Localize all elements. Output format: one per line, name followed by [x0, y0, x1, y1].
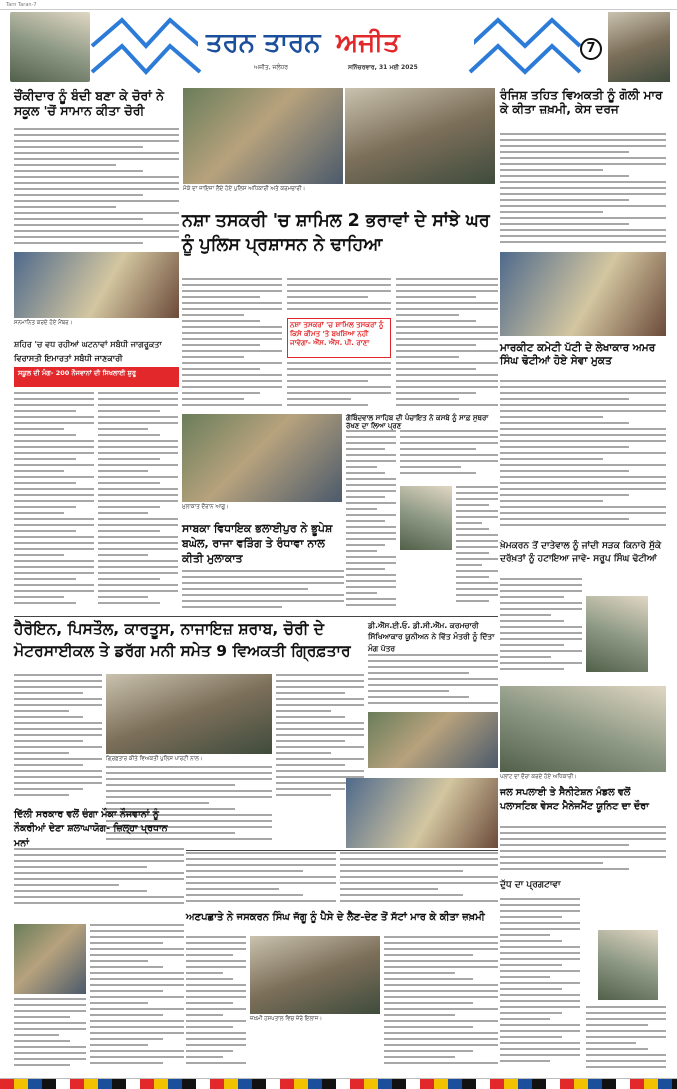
story-assault-body-1: [186, 852, 336, 908]
story-bottom-left-body-2: [14, 998, 86, 1074]
photo-police-officers: [183, 88, 343, 184]
pattern-icon-right: [470, 16, 580, 76]
story-drug-body-3: [287, 362, 391, 410]
divider-line-2: [186, 850, 498, 851]
story-bottom-left-body: [90, 924, 184, 1074]
photo-injured-man: [250, 936, 380, 1014]
masthead-temple-photo: [10, 12, 90, 82]
headline-milk: ਦੁੱਧ ਦਾ ਪ੍ਰਗਟਾਵਾ: [500, 880, 561, 890]
photo-retirement-group: [500, 252, 666, 336]
story-milk-body-2: [586, 1006, 666, 1074]
photo-group-event: [346, 778, 498, 848]
masthead-title-left: ਤਰਨ ਤਾਰਨ: [206, 28, 321, 58]
divider-line: [14, 616, 498, 617]
headline-gobindwal: ਗੋਬਿੰਦਵਾਲ ਸਾਹਿਬ ਦੀ ਪੰਚਾਇਤ ਨੇ ਕਸਬੇ ਨੂੰ ਸਾਫ਼ ਸੁਥਰਾ ਰੱਖਣ ਦਾ ਲਿਆ ਪ੍ਰਣ: [346, 414, 489, 431]
story-gobindwal-body-2: [400, 430, 498, 482]
headline-school-theft: ਚੌਂਕੀਦਾਰ ਨੂੰ ਬੰਦੀ ਬਣਾ ਕੇ ਚੋਰਾਂ ਨੇ ਸਕੂਲ 'ਚੋਂ ਸਾਮਾਨ ਕੀਤਾ ਚੋਰੀ: [14, 88, 164, 118]
photo-portrait-man: [400, 486, 452, 550]
caption-police-photo: ਮੌਕੇ ਦਾ ਜਾਇਜ਼ਾ ਲੈਂਦੇ ਹੋਏ ਪੁਲਿਸ ਅਧਿਕਾਰੀ ਅਤੇ ਕਰਮਚਾਰੀ।: [183, 186, 306, 192]
story-assault-body-4: [384, 936, 498, 1076]
masthead-building-photo: [608, 12, 670, 82]
photo-demolished-house: [345, 88, 495, 184]
headline-plastic-waste: ਜਲ ਸਪਲਾਈ ਤੇ ਸੈਨੀਟੇਸ਼ਨ ਮੰਡਲ ਵਲੋਂ ਪਲਾਸਟਿਕ ਵੇਸਟ ਮੈਨੇਜਮੈਂਟ ਯੂਨਿਟ ਦਾ ਦੌਰਾ: [500, 787, 649, 813]
story-drug-body-1: [182, 278, 282, 410]
story-left-col-body-2: [98, 392, 178, 612]
headline-jaskaran-assault: ਅਣਪਛਾਤੇ ਨੇ ਜਸਕਰਨ ਸਿੰਘ ਜੱਗੂ ਨੂੰ ਪੈਸੇ ਦੇ ਲੈਣ-ਦੇਣ ਤੋਂ ਸੱਟਾਂ ਮਾਰ ਕੇ ਕੀਤਾ ਜ਼ਖ਼ਮੀ: [186, 912, 485, 923]
story-market-committee-body: [500, 380, 666, 532]
pattern-icon: [92, 16, 200, 76]
story-milk-body: [500, 898, 580, 1074]
photo-arrested-men: [106, 674, 272, 754]
red-notice-box: ਸਕੂਲ ਦੀ ਮੰਗ- 200 ਨੌਜਵਾਨਾਂ ਦੀ ਸਿਖਲਾਈ ਸ਼ੁਰੂ: [14, 367, 179, 387]
headline-shooting: ਰੰਜਿਸ਼ ਤਹਿਤ ਵਿਅਕਤੀ ਨੂੰ ਗੋਲੀ ਮਾਰ ਕੇ ਕੀਤਾ ਜ਼ਖ਼ਮੀ, ਕੇਸ ਦਰਜ: [500, 88, 663, 117]
photo-leaders-meeting: [182, 414, 342, 502]
headline-heroin-arrests: ਹੈਰੋਇਨ, ਪਿਸਤੌਲ, ਕਾਰਤੂਸ, ਨਾਜਾਇਜ਼ ਸ਼ਰਾਬ, ਚੋਰੀ ਦੇ ਮੋਟਰਸਾਈਕਲ ਤੇ ਡਰੱਗ ਮਨੀ ਸਮੇਤ 9 ਵਿਅਕਤੀ ਗ੍ਰਿਫ਼ਤਾਰ: [14, 620, 351, 661]
story-left-col-body: [14, 392, 94, 612]
headline-heritage-info: ਵਿਰਾਸਤੀ ਇਮਾਰਤਾਂ ਸਬੰਧੀ ਜਾਣਕਾਰੀ: [14, 354, 123, 363]
caption-honour: ਸਨਮਾਨਿਤ ਕਰਦੇ ਹੋਏ ਮੈਂਬਰ।: [14, 320, 73, 326]
masthead-band: [198, 26, 474, 62]
headline-khemkaran-road: ਖ਼ੇਮਕਰਨ ਤੋਂ ਦਾਤੇਵਾਲ ਨੂੰ ਜਾਂਦੀ ਸੜਕ ਕਿਨਾਰੇ ਸੁੱਕੇ ਦਰੱਖ਼ਤਾਂ ਨੂੰ ਹਟਾਇਆ ਜਾਵੇ- ਸਰੂਪ ਸਿੰਘ ਢੋਟੀਆਂ: [500, 541, 662, 564]
story-gobindwal-body-3: [456, 486, 498, 610]
story-shooting-body: [500, 133, 666, 249]
story-plastic-body: [500, 826, 666, 874]
story-heroin-body-1: [14, 674, 102, 804]
headline-former-mla-meeting: ਸਾਬਕਾ ਵਿਧਾਇਕ ਭਲਾਈਪੁਰ ਨੇ ਭੂਪੇਸ਼ ਬਘੇਲ, ਰਾਜਾ ਵੜਿੰਗ ਤੇ ਰੰਧਾਵਾ ਨਾਲ ਕੀਤੀ ਮੁਲਾਕਾਤ: [182, 522, 333, 565]
bottom-color-strip: [0, 1078, 677, 1089]
caption-plant-visit: ਪਲਾਂਟ ਦਾ ਦੌਰਾ ਕਰਦੇ ਹੋਏ ਅਧਿਕਾਰੀ।: [500, 774, 577, 780]
pull-quote-box: ਨਸ਼ਾ ਤਸਕਰਾਂ 'ਚ ਸ਼ਾਮਿਲ ਤਸਕਰਾਂ ਨੂੰ ਕਿਸੇ ਕੀਮਤ 'ਤੇ ਬਖਸ਼ਿਆ ਨਹੀਂ ਜਾਵੇਗਾ- ਐੱਸ. ਐੱਸ. ਪੀ. ਰਾਣਾ: [287, 318, 391, 358]
masthead-sub-left: ਅਜੀਤ, ਜਲੰਧਰ: [254, 64, 289, 71]
story-union-body: [368, 654, 498, 708]
photo-honour-ceremony: [14, 252, 179, 318]
story-school-theft-body: [14, 128, 179, 250]
headline-delhi-govt: ਦਿੱਲੀ ਸਰਕਾਰ ਵਲੋਂ ਚੰਗਾ ਮੌਕਾ ਨੌਜਵਾਨਾਂ ਨੂੰ ਨੌਕਰੀਆਂ ਦੇਣਾ ਸ਼ਲਾਘਾਯੋਗ- ਜ਼ਿਲ੍ਹਾ ਪ੍ਰਧਾਨ ਮਨਾਂ: [14, 809, 168, 849]
headline-union-memorandum: ਡੀ.ਐੱਸ.ਈ.ਓ. ਡੀ.ਸੀ.ਐੱਮ. ਕਰਮਚਾਰੀ ਸਿੱਖਿਆਕਾਰ ਯੂਨੀਅਨ ਨੇ ਵਿੱਤ ਮੰਤਰੀ ਨੂੰ ਦਿੱਤਾ ਮੰਗ ਪੱਤਰ: [368, 621, 495, 653]
photo-field-visit: [500, 686, 666, 772]
story-delhi-body: [14, 848, 184, 912]
masthead-title-right: ਅਜੀਤ: [336, 28, 400, 58]
story-drug-body-2: [287, 278, 391, 316]
story-gobindwal-body-1: [346, 430, 396, 610]
story-drug-body-4: [396, 278, 498, 410]
caption-meeting: ਮੁਲਾਕਾਤ ਦੌਰਾਨ ਆਗੂ।: [182, 504, 229, 510]
story-assault-body-2: [340, 852, 498, 908]
page-number-badge: 7: [580, 38, 602, 60]
photo-crowd-left: [14, 924, 86, 994]
story-road-body: [500, 578, 582, 674]
headline-drug-demolition: ਨਸ਼ਾ ਤਸਕਰੀ 'ਚ ਸ਼ਾਮਿਲ 2 ਭਰਾਵਾਂ ਦੇ ਸਾਂਝੇ ਘਰ ਨੂੰ ਪੁਲਿਸ ਪ੍ਰਸ਼ਾਸਨ ਨੇ ਢਾਹਿਆ: [182, 211, 490, 255]
caption-arrests: ਗ੍ਰਿਫ਼ਤਾਰ ਕੀਤੇ ਵਿਅਕਤੀ ਪੁਲਿਸ ਪਾਰਟੀ ਨਾਲ।: [106, 756, 203, 762]
headline-awareness: ਸ਼ਹਿਰ 'ਚ ਵਧ ਰਹੀਆਂ ਘਟਨਾਵਾਂ ਸਬੰਧੀ ਜਾਗਰੂਕਤਾ: [14, 340, 162, 349]
photo-portrait-elder: [598, 930, 658, 1000]
photo-portrait-sarup: [586, 596, 648, 672]
story-former-mla-body: [182, 570, 344, 614]
caption-injured: ਜ਼ਖ਼ਮੀ ਹਸਪਤਾਲ ਵਿਚ ਜ਼ੇਰੇ ਇਲਾਜ।: [250, 1016, 323, 1022]
photo-union-office: [368, 712, 498, 768]
headline-market-committee: ਮਾਰਕੀਟ ਕਮੇਟੀ ਪੱਟੀ ਦੇ ਲੇਖਾਕਾਰ ਅਮਰ ਸਿੰਘ ਢੋਟੀਆਂ ਹੋਏ ਸੇਵਾ ਮੁਕਤ: [500, 342, 656, 367]
masthead: [10, 12, 670, 84]
print-strip: Tarn Taran-7: [0, 0, 677, 10]
story-assault-body-3: [186, 936, 246, 1076]
masthead-date: ਸਨਿੱਚਰਵਾਰ, 31 ਮਈ 2025: [348, 64, 418, 71]
